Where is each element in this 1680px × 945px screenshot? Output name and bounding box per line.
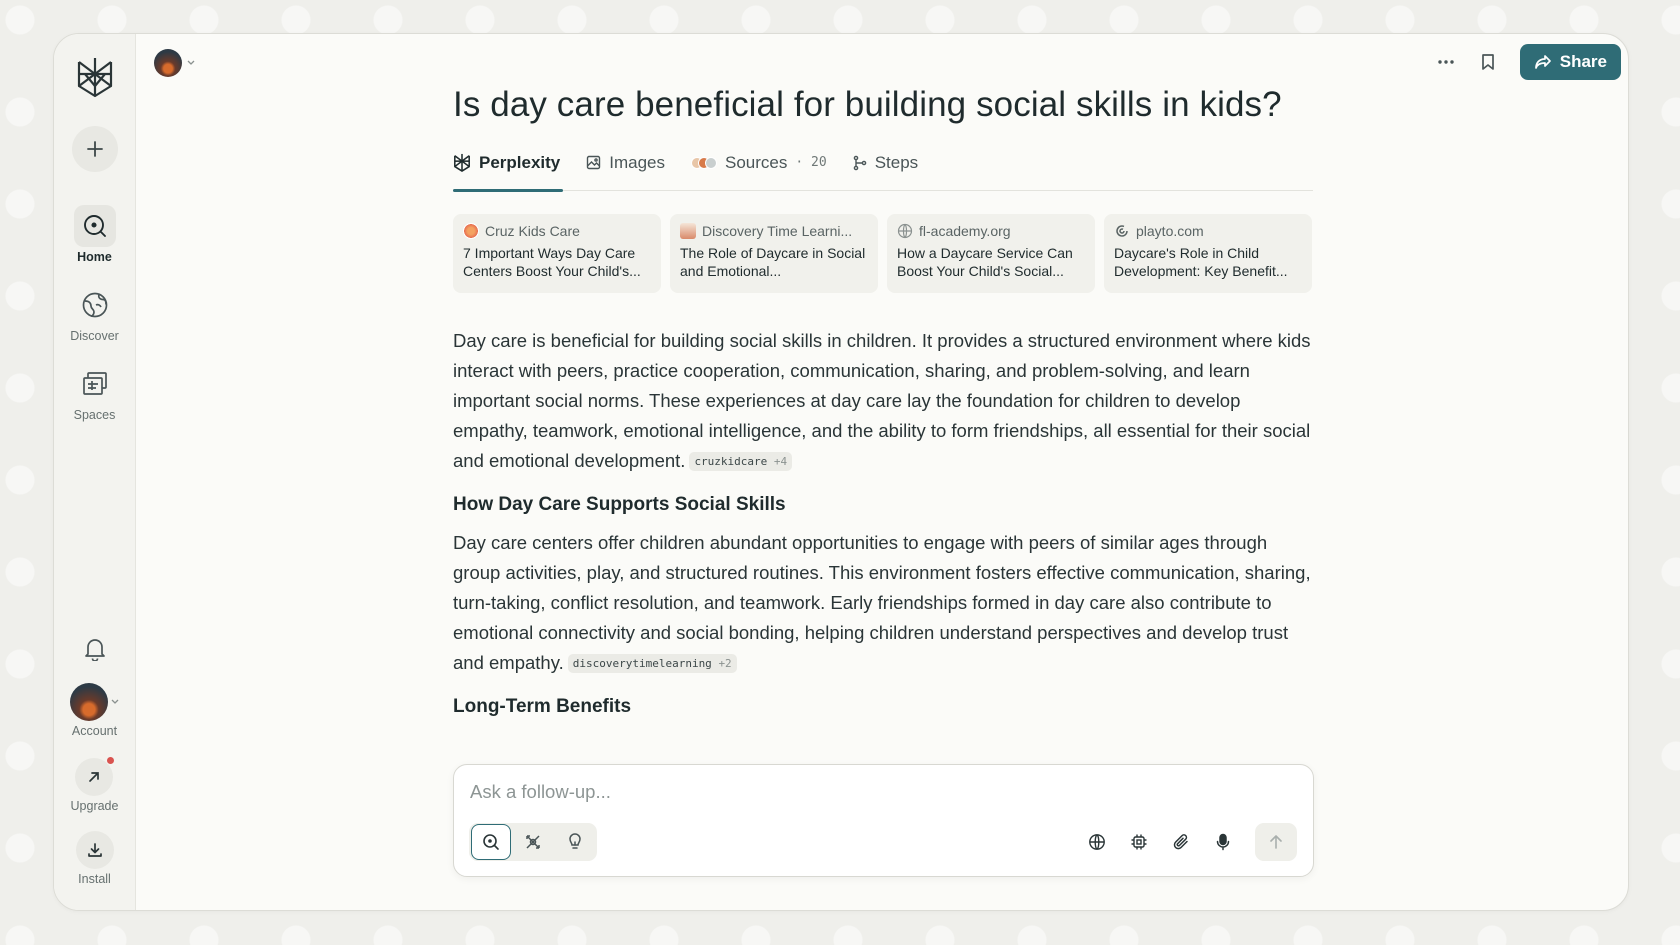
sidebar-item-install[interactable] xyxy=(76,831,114,886)
bookmark-icon[interactable] xyxy=(1474,48,1502,76)
sources-count: · 20 xyxy=(795,155,827,170)
source-card[interactable] xyxy=(670,214,878,293)
composer-tools xyxy=(1083,823,1297,861)
spaces-icon xyxy=(74,363,116,405)
voice-input-button[interactable] xyxy=(1209,828,1237,856)
cpu-icon xyxy=(1130,833,1148,851)
sidebar-item-home[interactable] xyxy=(74,205,116,264)
perplexity-icon xyxy=(453,153,471,172)
source-site: playto.com xyxy=(1136,223,1204,239)
search-mode-selector xyxy=(469,823,597,861)
sidebar xyxy=(54,34,136,910)
image-icon xyxy=(586,155,601,170)
source-site: Discovery Time Learni... xyxy=(702,223,853,239)
globe-icon xyxy=(74,284,116,326)
answer-paragraph xyxy=(453,528,1313,678)
upgrade-label: Upgrade xyxy=(70,799,119,813)
search-icon xyxy=(74,205,116,247)
share-button[interactable] xyxy=(1520,44,1621,80)
citation-label: discoverytimelearning xyxy=(572,657,712,670)
source-title: 7 Important Ways Day Care Centers Boost Your Child's... xyxy=(463,245,641,279)
sidebar-item-account[interactable] xyxy=(70,683,120,738)
thread-content xyxy=(453,84,1313,719)
upgrade-arrow-icon xyxy=(75,758,113,796)
web-source-button[interactable] xyxy=(1083,828,1111,856)
model-select-button[interactable] xyxy=(1125,828,1153,856)
source-card[interactable] xyxy=(887,214,1095,293)
source-site: fl-academy.org xyxy=(919,223,1011,239)
sidebar-item-spaces[interactable] xyxy=(74,363,116,422)
answer-text: Day care centers offer children abundant opportunities to engage with peers of similar ages through group activities, play, and structured routines. This environment fosters effective communication, sharing, turn-taking, conflict resolution, and teamwork. Early friendships formed in day care also contribute to emotional connectivity and social bonding, helping children understand perspectives and develop trust and empathy. xyxy=(453,532,1311,673)
avatar xyxy=(70,683,108,721)
research-mode-button[interactable] xyxy=(513,824,553,860)
source-cards xyxy=(453,214,1313,293)
sidebar-item-label: Discover xyxy=(70,329,119,343)
arrow-up-icon xyxy=(1269,834,1283,850)
sidebar-bottom xyxy=(54,635,135,886)
playto-favicon-icon xyxy=(1114,223,1130,239)
thread-actions xyxy=(1432,44,1621,80)
answer-text: Day care is beneficial for building social skills in children. It provides a structured environment where kids interact with peers, practice cooperation, communication, sharing, and problem-solving, and learn important social norms. These experiences at day care lay the foundation for children to develop empathy, teamwork, emotional intelligence, and the ability to form friendships, all essential for their social and emotional development. xyxy=(453,330,1311,471)
favicon-icon xyxy=(680,223,696,239)
install-label: Install xyxy=(78,872,111,886)
citation-more: +4 xyxy=(773,455,788,468)
page-title: Is day care beneficial for building social skills in kids? xyxy=(453,85,1282,124)
source-site: Cruz Kids Care xyxy=(485,223,580,239)
answer-tabs xyxy=(453,151,1313,191)
research-icon xyxy=(524,833,542,851)
globe-icon xyxy=(1088,833,1106,851)
citation-badge[interactable] xyxy=(568,654,737,673)
follow-up-input[interactable] xyxy=(470,779,1270,805)
citation-label: cruzkidcare xyxy=(694,455,768,468)
globe-icon xyxy=(897,223,913,239)
notification-dot xyxy=(106,756,115,765)
bell-icon[interactable] xyxy=(81,635,109,663)
steps-icon xyxy=(853,155,867,171)
avatar xyxy=(154,49,182,77)
attach-button[interactable] xyxy=(1167,828,1195,856)
sidebar-item-label: Spaces xyxy=(73,408,116,422)
share-label: Share xyxy=(1559,52,1607,71)
follow-up-composer xyxy=(453,764,1314,877)
sidebar-item-discover[interactable] xyxy=(70,284,119,343)
download-icon xyxy=(76,831,114,869)
sidebar-item-label: Home xyxy=(77,250,112,264)
search-mode-button[interactable] xyxy=(471,824,511,860)
citation-more: +2 xyxy=(718,657,732,670)
chevron-down-icon xyxy=(186,59,196,67)
share-icon xyxy=(1534,54,1552,70)
source-title: The Role of Daycare in Social and Emotional... xyxy=(680,245,866,279)
tab-label: Perplexity xyxy=(479,152,561,172)
tab-sources[interactable] xyxy=(691,151,827,191)
microphone-icon xyxy=(1215,833,1231,851)
tab-perplexity[interactable] xyxy=(453,151,560,191)
labs-mode-button[interactable] xyxy=(555,824,595,860)
paperclip-icon xyxy=(1172,833,1190,851)
lightbulb-icon xyxy=(567,833,583,851)
source-card[interactable] xyxy=(1104,214,1312,293)
chevron-down-icon xyxy=(110,698,120,706)
space-selector[interactable] xyxy=(154,49,196,77)
answer-paragraph xyxy=(453,326,1313,476)
tab-steps[interactable] xyxy=(853,151,918,191)
section-heading: Long-Term Benefits xyxy=(453,696,632,717)
source-title: How a Daycare Service Can Boost Your Child's Social... xyxy=(897,245,1073,279)
tab-images[interactable] xyxy=(586,151,665,191)
source-favicons-icon xyxy=(691,157,717,169)
search-icon xyxy=(482,833,500,851)
new-thread-button[interactable] xyxy=(72,126,118,172)
tab-label: Steps xyxy=(874,152,919,172)
sidebar-item-upgrade[interactable] xyxy=(71,758,119,813)
more-options-icon[interactable] xyxy=(1432,48,1460,76)
section-heading: How Day Care Supports Social Skills xyxy=(453,494,786,515)
submit-button[interactable] xyxy=(1255,823,1297,861)
source-title: Daycare's Role in Child Development: Key Benefit... xyxy=(1114,245,1288,279)
favicon-icon xyxy=(463,223,479,239)
app-window xyxy=(53,33,1629,911)
source-card[interactable] xyxy=(453,214,661,293)
perplexity-logo-icon[interactable] xyxy=(72,54,118,100)
tab-label: Images xyxy=(609,152,666,172)
citation-badge[interactable] xyxy=(689,452,792,471)
account-label: Account xyxy=(71,724,118,738)
tab-label: Sources xyxy=(725,152,788,172)
